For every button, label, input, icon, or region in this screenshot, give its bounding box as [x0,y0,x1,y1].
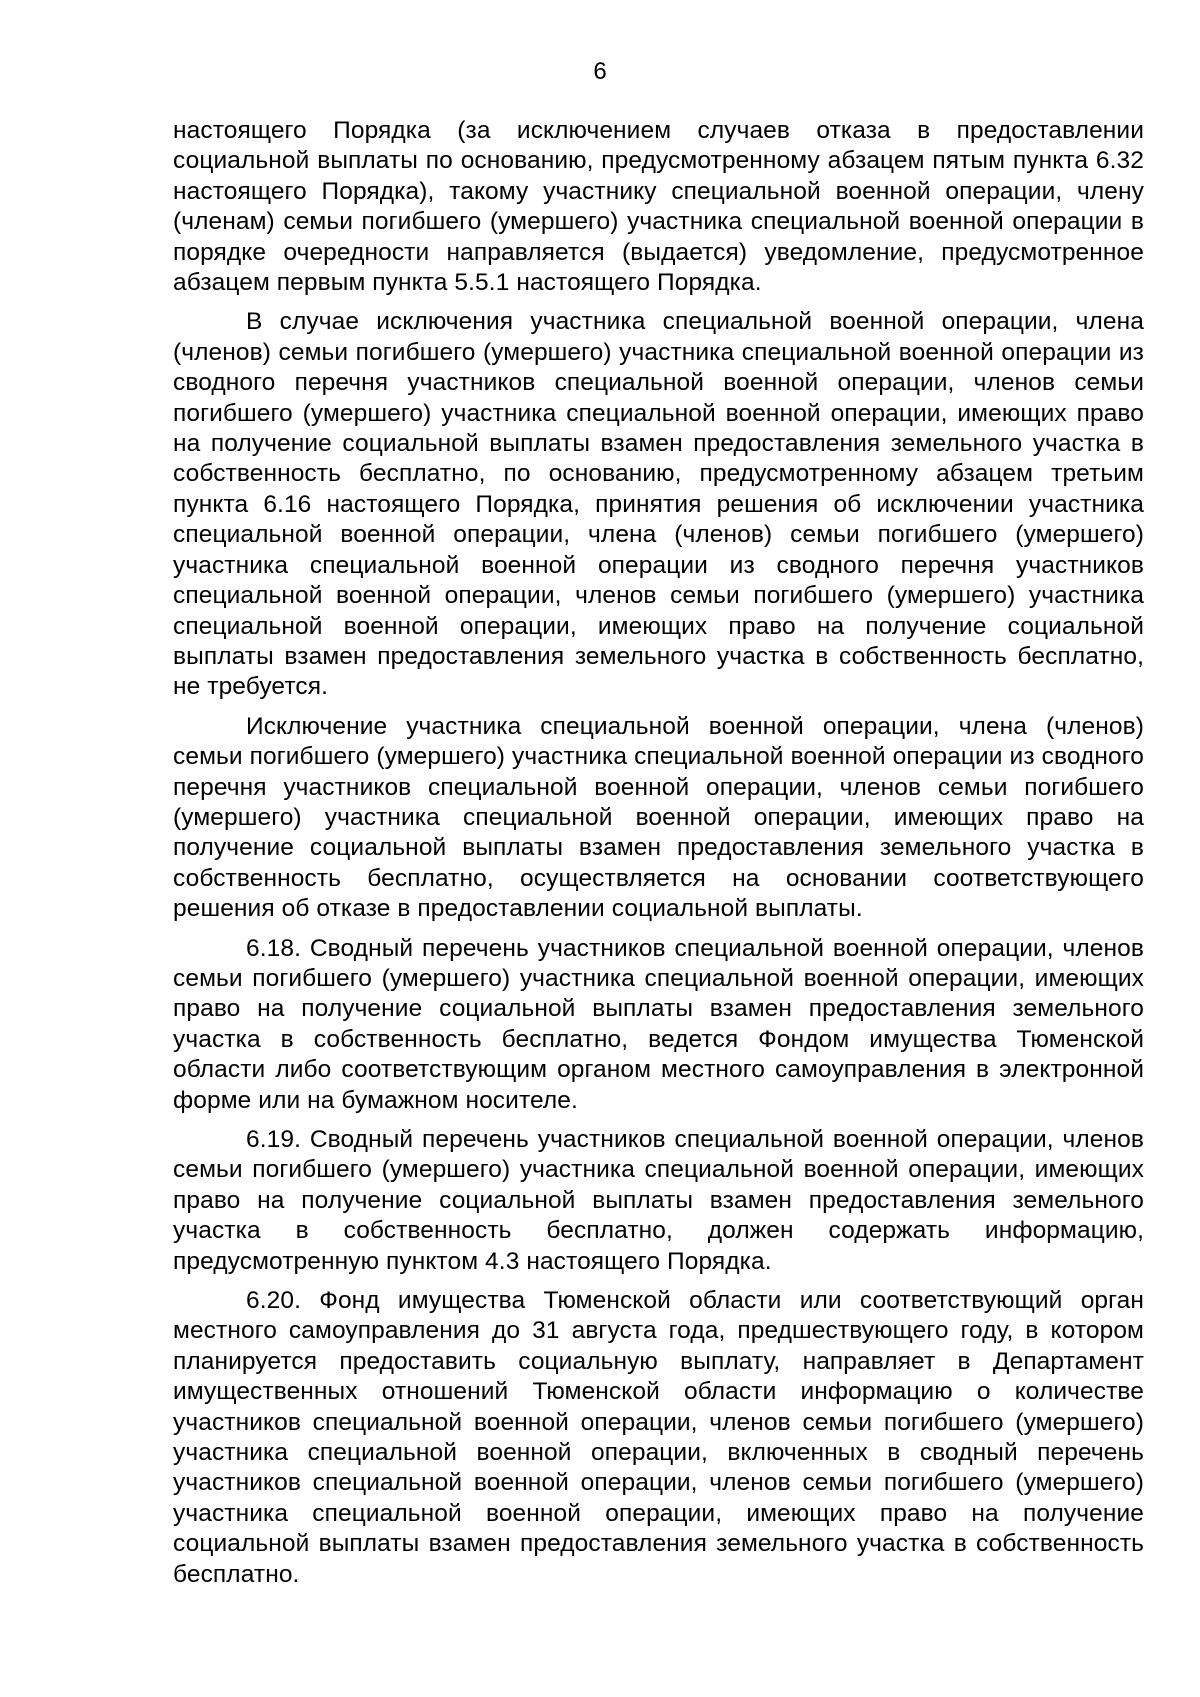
paragraph-6-18: 6.18. Сводный перечень участников специальной военной операции, членов семьи погибшего (умершего) участника специальной военной операции, имеющих право на получение социальной выплаты взамен предоставления земельного участка в собственность бесплатно, ведется Фондом имущества Тюменской области либо соответствующим органом местного самоуправления в электронной форме или на бумажном носителе. [173,934,1144,1114]
paragraph-exclusion-case: В случае исключения участника специальной военной операции, члена (членов) семьи погибшего (умершего) участника специальной военной операции из сводного перечня участников специальной военной операции, членов семьи погибшего (умершего) участника специальной военной операции, имеющих право на получение социальной выплаты взамен предоставления земельного участка в собственность бесплатно, по основанию, предусмотренному абзацем третьим пункта 6.16 настоящего Порядка, принятия решения об исключении участника специальной военной операции, члена (членов) семьи погибшего (умершего) участника специальной военной операции из сводного перечня участников специальной военной операции, членов семьи погибшего (умершего) участника специальной военной операции, имеющих право на получение социальной выплаты взамен предоставления земельного участка в собственность бесплатно, не требуется. [173,308,1144,701]
document-body [173,116,1144,1599]
paragraph-exclusion-basis: Исключение участника специальной военной операции, члена (членов) семьи погибшего (умершего) участника специальной военной операции из сводного перечня участников специальной военной операции, членов семьи погибшего (умершего) участника специальной военной операции, имеющих право на получение социальной выплаты взамен предоставления земельного участка в собственность бесплатно, осуществляется на основании соответствующего решения об отказе в предоставлении социальной выплаты. [173,712,1144,923]
paragraph-6-20: 6.20. Фонд имущества Тюменской области или соответствующий орган местного самоуправления до 31 августа года, предшествующего году, в котором планируется предоставить социальную выплату, направляет в Департамент имущественных отношений Тюменской области информацию о количестве участников специальной военной операции, членов семьи погибшего (умершего) участника специальной военной операции, включенных в сводный перечень участников специальной военной операции, членов семьи погибшего (умершего) участника специальной военной операции, имеющих право на получение социальной выплаты взамен предоставления земельного участка в собственность бесплатно. [173,1287,1144,1588]
paragraph-continuation: настоящего Порядка (за исключением случаев отказа в предоставлении социальной выплаты по основанию, предусмотренному абзацем пятым пункта 6.32 настоящего Порядка), такому участнику специальной военной операции, члену (членам) семьи погибшего (умершего) участника специальной военной операции в порядке очередности направляется (выдается) уведомление, предусмотренное абзацем первым пункта 5.5.1 настоящего Порядка. [173,117,1144,297]
page-number: 6 [593,58,607,85]
paragraph-6-19: 6.19. Сводный перечень участников специальной военной операции, членов семьи погибшего (умершего) участника специальной военной операции, имеющих право на получение социальной выплаты взамен предоставления земельного участка в собственность бесплатно, должен содержать информацию, предусмотренную пунктом 4.3 настоящего Порядка. [173,1126,1144,1275]
